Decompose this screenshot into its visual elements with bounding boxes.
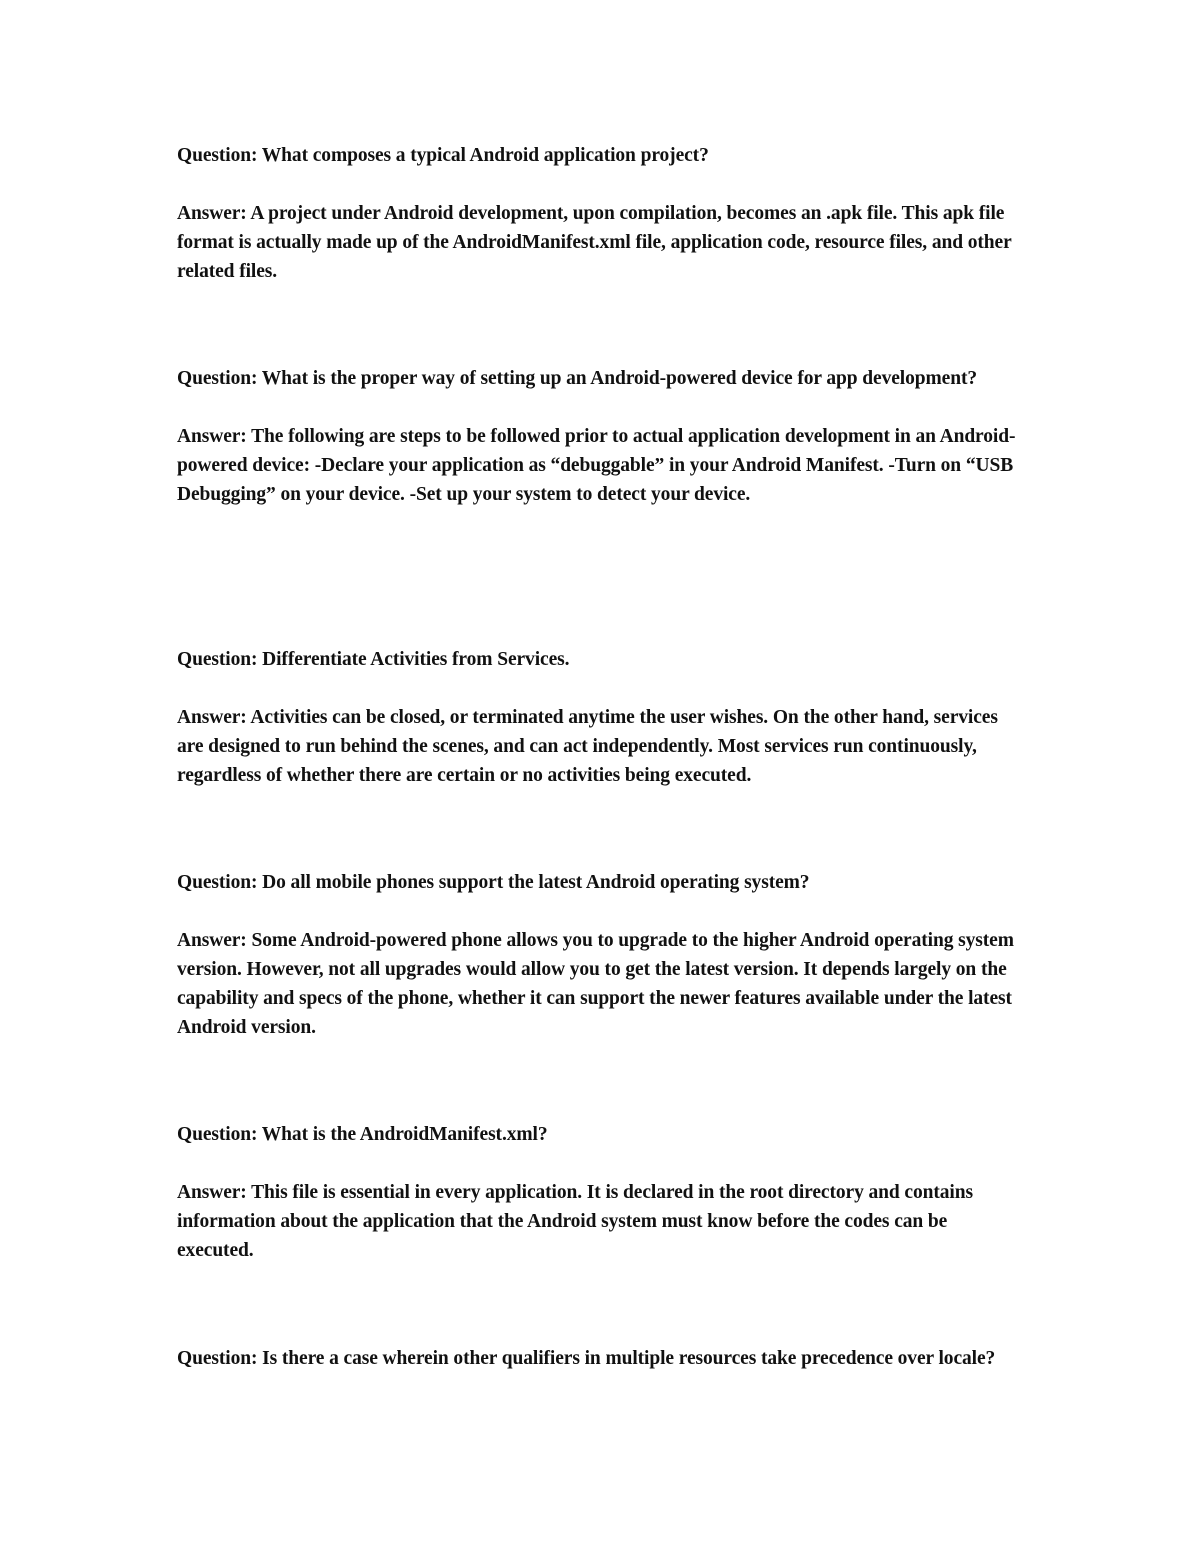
answer-text: Answer: This file is essential in every application. It is declared in the root directory and contains information about the application that the Android system must know before the codes can be executed. xyxy=(177,1182,973,1261)
answer-text: Answer: Activities can be closed, or terminated anytime the user wishes. On the other hand, services are designed to run behind the scenes, and can act independently. Most services run continuously, regardless of whether there are certain or no activities being executed. xyxy=(177,707,998,786)
qa-item xyxy=(177,1120,1027,1265)
question-text: Question: What is the proper way of setting up an Android-powered device for app development? xyxy=(177,368,978,389)
qa-item xyxy=(177,645,1027,790)
question-text: Question: What is the AndroidManifest.xml? xyxy=(177,1124,548,1145)
answer-text: Answer: A project under Android development, upon compilation, becomes an .apk file. This apk file format is actually made up of the AndroidManifest.xml file, application code, resource files, and other related files. xyxy=(177,203,1012,282)
question-text: Question: What composes a typical Android application project? xyxy=(177,145,709,166)
qa-item xyxy=(177,141,1027,286)
question-text: Question: Is there a case wherein other qualifiers in multiple resources take precedence over locale? xyxy=(177,1348,996,1369)
qa-item xyxy=(177,868,1027,1042)
answer-text: Answer: The following are steps to be followed prior to actual application development in an Android-powered device: -Declare your application as “debuggable” in your Android Manifest. -Turn on “USB Debugging” on your device. -Set up your system to detect your device. xyxy=(177,426,1016,505)
question-text: Question: Do all mobile phones support the latest Android operating system? xyxy=(177,872,810,893)
answer-text: Answer: Some Android-powered phone allows you to upgrade to the higher Android operating system version. However, not all upgrades would allow you to get the latest version. It depends largely on the capability and specs of the phone, whether it can support the newer features available under the latest Android version. xyxy=(177,930,1014,1038)
qa-item xyxy=(177,364,1027,509)
question-text: Question: Differentiate Activities from Services. xyxy=(177,649,570,670)
qa-item xyxy=(177,1344,1027,1373)
